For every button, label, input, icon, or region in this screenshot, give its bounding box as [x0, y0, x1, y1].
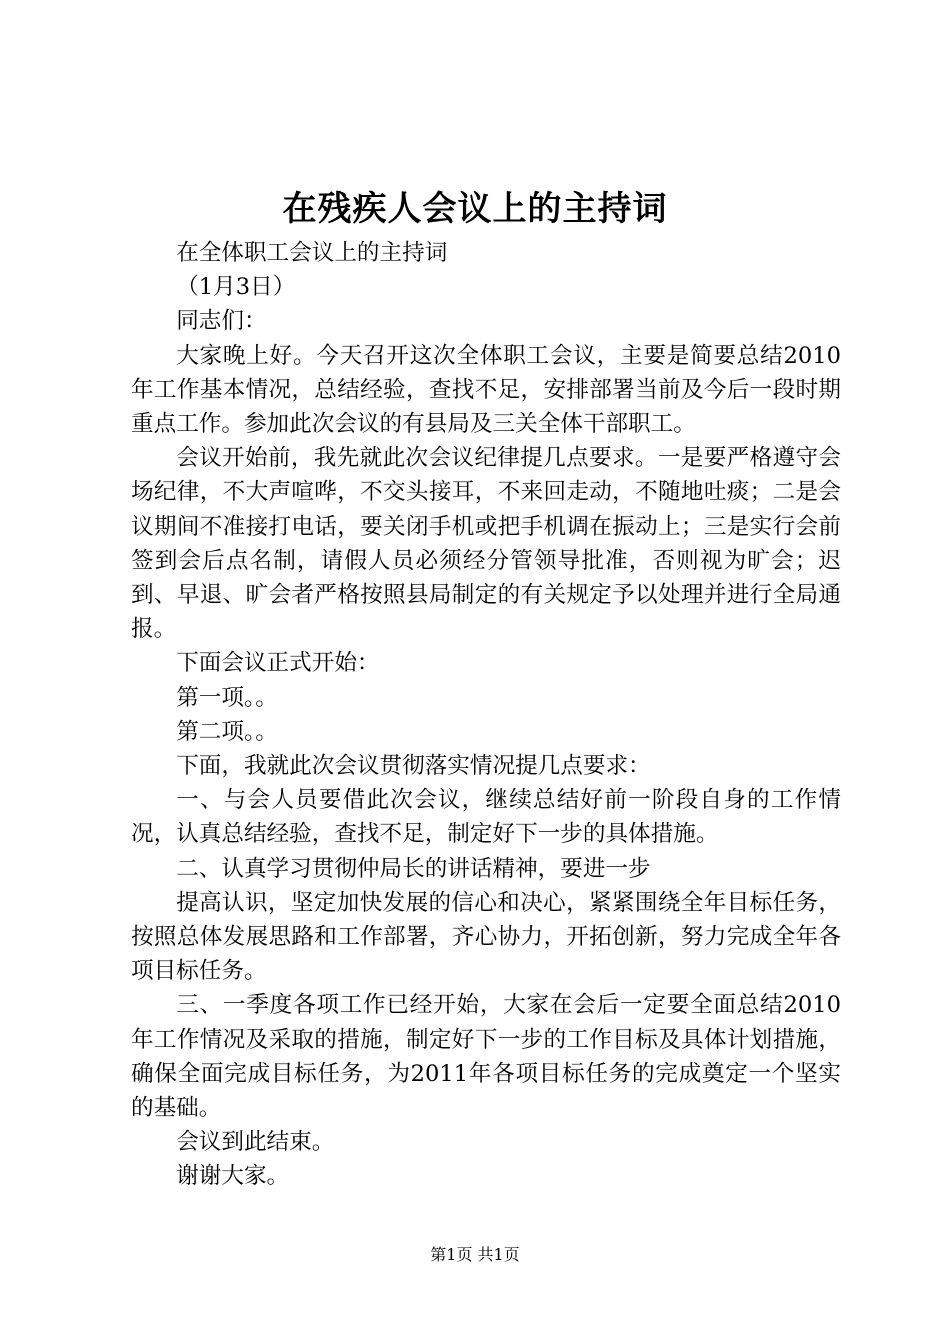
paragraph-closing: 会议到此结束。	[176, 1129, 335, 1156]
paragraph-requirements-intro: 下面，我就此次会议贯彻落实情况提几点要求：	[176, 753, 651, 780]
paragraph-date: （1月3日）	[176, 274, 296, 301]
paragraph-salutation: 同志们：	[176, 308, 267, 335]
paragraph-heading: 在全体职工会议上的主持词	[176, 240, 448, 266]
page-number-footer: 第1页 共1页	[430, 1245, 520, 1264]
paragraph-requirement-1: 一、与会人员要借此次会议，继续总结好前一阶段自身的工作情况，认真总结经验，查找不足，制定好下一步的具体措施。	[131, 787, 841, 848]
paragraph-requirement-3: 三、一季度各项工作已经开始，大家在会后一定要全面总结2010年工作情况及采取的措施，制定好下一步的工作目标及具体计划措施，确保全面完成目标任务，为2011年各项目标任务的完成奠定一个坚实的基础。	[131, 992, 841, 1122]
paragraph-opening: 大家晚上好。今天召开这次全体职工会议，主要是简要总结2010年工作基本情况，总结经验，查找不足，安排部署当前及今后一段时期重点工作。参加此次会议的有县局及三关全体干部职工。	[131, 342, 841, 438]
document-body	[131, 236, 841, 1194]
paragraph-start: 下面会议正式开始：	[176, 650, 380, 677]
paragraph-item-2: 第二项。。	[176, 718, 278, 745]
paragraph-requirement-2-cont: 提高认识，坚定加快发展的信心和决心，紧紧围绕全年目标任务，按照总体发展思路和工作部署，齐心协力，开拓创新，努力完成全年各项目标任务。	[131, 889, 841, 985]
paragraph-thanks: 谢谢大家。	[176, 1163, 290, 1190]
document-title: 在残疾人会议上的主持词	[282, 189, 668, 229]
paragraph-discipline: 会议开始前，我先就此次会议纪律提几点要求。一是要严格遵守会场纪律，不大声喧哗，不交头接耳，不来回走动，不随地吐痰；二是会议期间不准接打电话，要关闭手机或把手机调在振动上；三是实行会前签到会后点名制，请假人员必须经分管领导批准，否则视为旷会；迟到、早退、旷会者严格按照县局制定的有关规定予以处理并进行全局通报。	[131, 445, 841, 643]
paragraph-item-1: 第一项。。	[176, 684, 278, 711]
paragraph-requirement-2: 二、认真学习贯彻仲局长的讲话精神，要进一步	[176, 855, 651, 882]
